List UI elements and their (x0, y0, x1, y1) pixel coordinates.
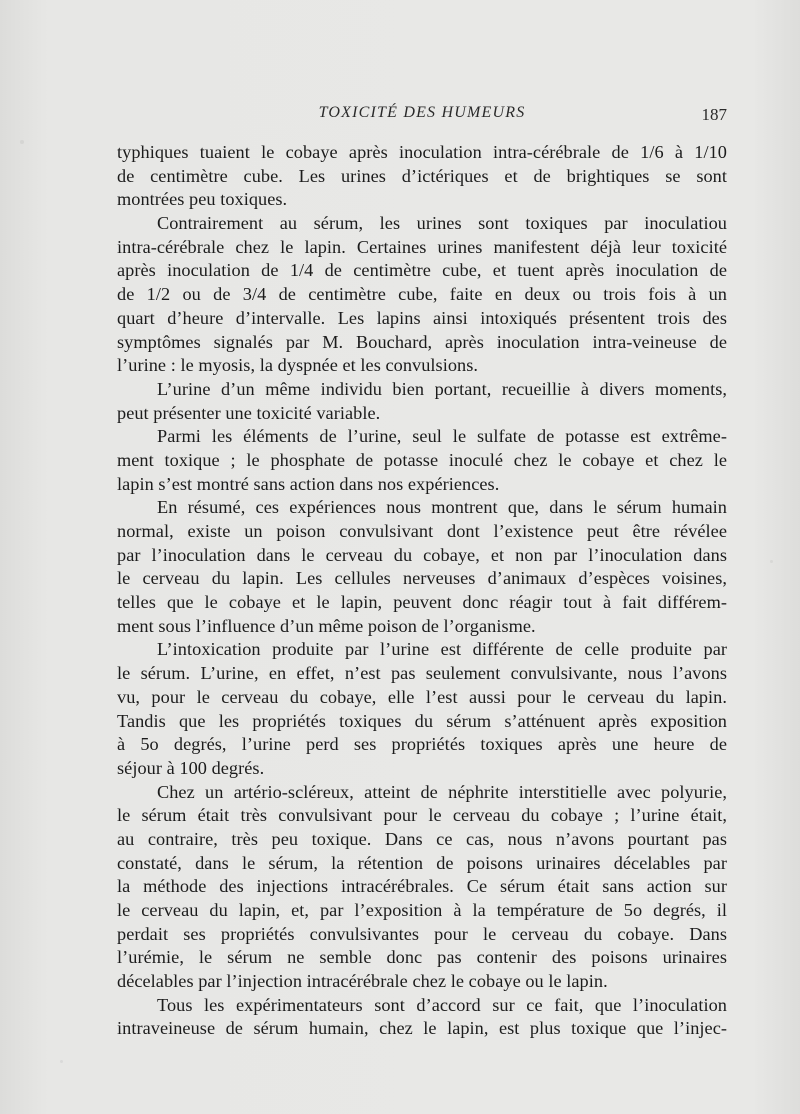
text-line: Chez un artério-scléreux, atteint de néphrite interstitielle avec polyurie, (157, 781, 727, 802)
paper-speck (20, 140, 24, 144)
page-header (117, 100, 727, 130)
running-title: TOXICITÉ DES HUMEURS (318, 104, 526, 121)
page-number: 187 (701, 105, 727, 124)
text-line: le cerveau du lapin, et, par l’exposition à la température de 5o degrés, il (117, 900, 727, 920)
text-line: par l’inoculation dans le cerveau du cobaye, et non par l’inoculation dans (117, 544, 727, 565)
text-line: peut présenter une toxicité variable. (117, 402, 381, 423)
text-line: montrées peu toxiques. (117, 189, 288, 210)
text-line: normal, existe un poison convulsivant dont l’existence peut être révélee (117, 521, 727, 541)
text-line: lapin s’est montré sans action dans nos expériences. (117, 473, 500, 494)
text-line: vu, pour le cerveau du cobaye, elle l’est aussi pour le cerveau du lapin. (117, 686, 727, 707)
text-line: L’intoxication produite par l’urine est différente de celle produite par (157, 639, 727, 660)
text-line: Parmi les éléments de l’urine, seul le sulfate de potasse est extrême- (157, 426, 727, 447)
text-line: perdait ses propriétés convulsivantes pour le cerveau du cobaye. Dans (117, 923, 727, 944)
text-line: après inoculation de 1/4 de centimètre cube, et tuent après inoculation de (117, 260, 727, 281)
text-line: Contrairement au sérum, les urines sont toxiques par inoculatiou (157, 213, 727, 234)
text-line: le sérum. L’urine, en effet, n’est pas seulement convulsivante, nous l’avons (117, 663, 727, 684)
text-line: séjour à 100 degrés. (117, 757, 265, 778)
text-line: de centimètre cube. Les urines d’ictériques et de brightiques se sont (117, 165, 727, 186)
text-line: Tous les expérimentateurs sont d’accord sur ce fait, que l’inoculation (157, 994, 727, 1015)
text-line: à 5o degrés, l’urine perd ses propriétés toxiques après une heure de (117, 734, 727, 755)
text-line: l’urine : le myosis, la dyspnée et les convulsions. (117, 355, 479, 376)
text-line: quart d’heure d’intervalle. Les lapins ainsi intoxiqués présentent trois des (117, 307, 727, 328)
text-line: Tandis que les propriétés toxiques du sérum s’atténuent après exposition (117, 710, 727, 731)
text-line: au contraire, très peu toxique. Dans ce cas, nous n’avons pourtant pas (117, 828, 727, 849)
text-line: ment sous l’influence d’un même poison de l’organisme. (117, 615, 536, 636)
text-line: de 1/2 ou de 3/4 de centimètre cube, faite en deux ou trois fois à un (117, 284, 727, 305)
paper-speck (770, 560, 773, 563)
text-line: L’urine d’un même individu bien portant, recueillie à divers moments, (157, 378, 727, 399)
text-line: le sérum était très convulsivant pour le cerveau du cobaye ; l’urine était, (117, 805, 727, 826)
text-line: symptômes signalés par M. Bouchard, après inoculation intra-veineuse de (117, 331, 727, 352)
text-line: En résumé, ces expériences nous montrent que, dans le sérum humain (157, 497, 727, 518)
text-line: l’urémie, le sérum ne semble donc pas contenir des poisons urinaires (117, 947, 727, 968)
text-line: intraveineuse de sérum humain, chez le lapin, est plus toxique que l’injec- (117, 1018, 727, 1039)
text-line: la méthode des injections intracérébrales. Ce sérum était sans action sur (117, 876, 727, 897)
body-text (117, 141, 727, 1041)
text-line: le cerveau du lapin. Les cellules nerveuses d’animaux d’espèces voisines, (117, 568, 727, 589)
paper-speck (60, 1060, 63, 1063)
text-line: telles que le cobaye et le lapin, peuvent donc réagir tout à fait différem- (117, 592, 727, 613)
text-line: typhiques tuaient le cobaye après inoculation intra-cérébrale de 1/6 à 1/10 (117, 142, 727, 162)
text-line: constaté, dans le sérum, la rétention de poisons urinaires décelables par (117, 852, 727, 873)
text-line: ment toxique ; le phosphate de potasse inoculé chez le cobaye et chez le (117, 449, 727, 470)
text-line: intra-cérébrale chez le lapin. Certaines urines manifestent déjà leur toxicité (117, 236, 727, 257)
text-line: décelables par l’injection intracérébrale chez le cobaye ou le lapin. (117, 971, 608, 992)
